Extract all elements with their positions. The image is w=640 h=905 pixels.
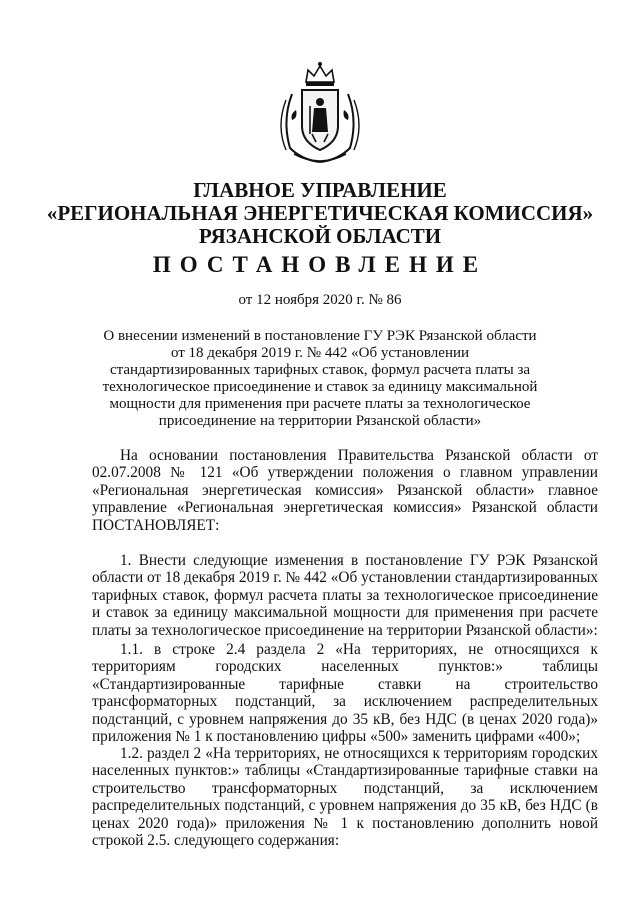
item-1-text: 1. Внести следующие изменения в постановление ГУ РЭК Рязанской области от 18 декабря 2019 г. № 442 «Об установлении стандартизированных тарифных ставок, формул расчета платы за технологическое присоединение и ставок за единицу максимальной мощности для применения при расчете платы за технологическое присоединение на территории Рязанской области»:: [92, 552, 598, 639]
item-1-1-text: 1.1. в строке 2.4 раздела 2 «На территориях, не относящихся к территориям городских населенных пунктов:» таблицы «Стандартизированные тарифные ставки на строительство трансформаторных подстанций, за исключением распределительных подстанций, с уровнем напряжения до 35 кВ, без НДС (в ценах 2020 года)» приложения № 1 к постановлению цифры «500» заменить цифрами «400»;: [92, 641, 598, 746]
date-and-number: от 12 ноября 2020 г. № 86: [238, 292, 402, 308]
header-line-3: РЯЗАНСКОЙ ОБЛАСТИ: [198, 224, 442, 248]
preamble-paragraph: [92, 447, 598, 534]
document-subject: О внесении изменений в постановление ГУ РЭК Рязанской области от 18 декабря 2019 г. № 442 «Об установлении стандартизированных тарифных ставок, формул расчета платы за технологическое присоединение и ставок за единицу максимальной мощности для применения при расчете платы за технологическое присоединение на территории Рязанской области»: [102, 328, 538, 429]
preamble-text: На основании постановления Правительства Рязанской области от 02.07.2008 № 121 «Об утверждении положения о главном управлении «Региональная энергетическая комиссия» Рязанской области» главное управление «Региональная энергетическая комиссия» Рязанской области ПОСТАНОВЛЯЕТ:: [92, 447, 598, 534]
ryazan-coat-of-arms-icon: [272, 60, 368, 165]
item-1-paragraph: [92, 552, 598, 639]
document-type-title: ПОСТАНОВЛЕНИЕ: [152, 252, 488, 277]
header-line-1: ГЛАВНОЕ УПРАВЛЕНИЕ: [193, 178, 447, 202]
item-1-2-paragraph: [92, 745, 598, 849]
item-1-1-paragraph: [92, 641, 598, 745]
item-1-2-text: 1.2. раздел 2 «На территориях, не относящихся к территориям городских населенных пунктов:» таблицы «Стандартизированные тарифные ставки на строительство трансформаторных подстанций, за исключением распределительных подстанций, с уровнем напряжения до 35 кВ, без НДС (в ценах 2020 года)» приложения № 1 к постановлению дополнить новой строкой 2.5. следующего содержания:: [92, 745, 598, 850]
header-line-2: «РЕГИОНАЛЬНАЯ ЭНЕРГЕТИЧЕСКАЯ КОМИССИЯ»: [46, 201, 594, 225]
